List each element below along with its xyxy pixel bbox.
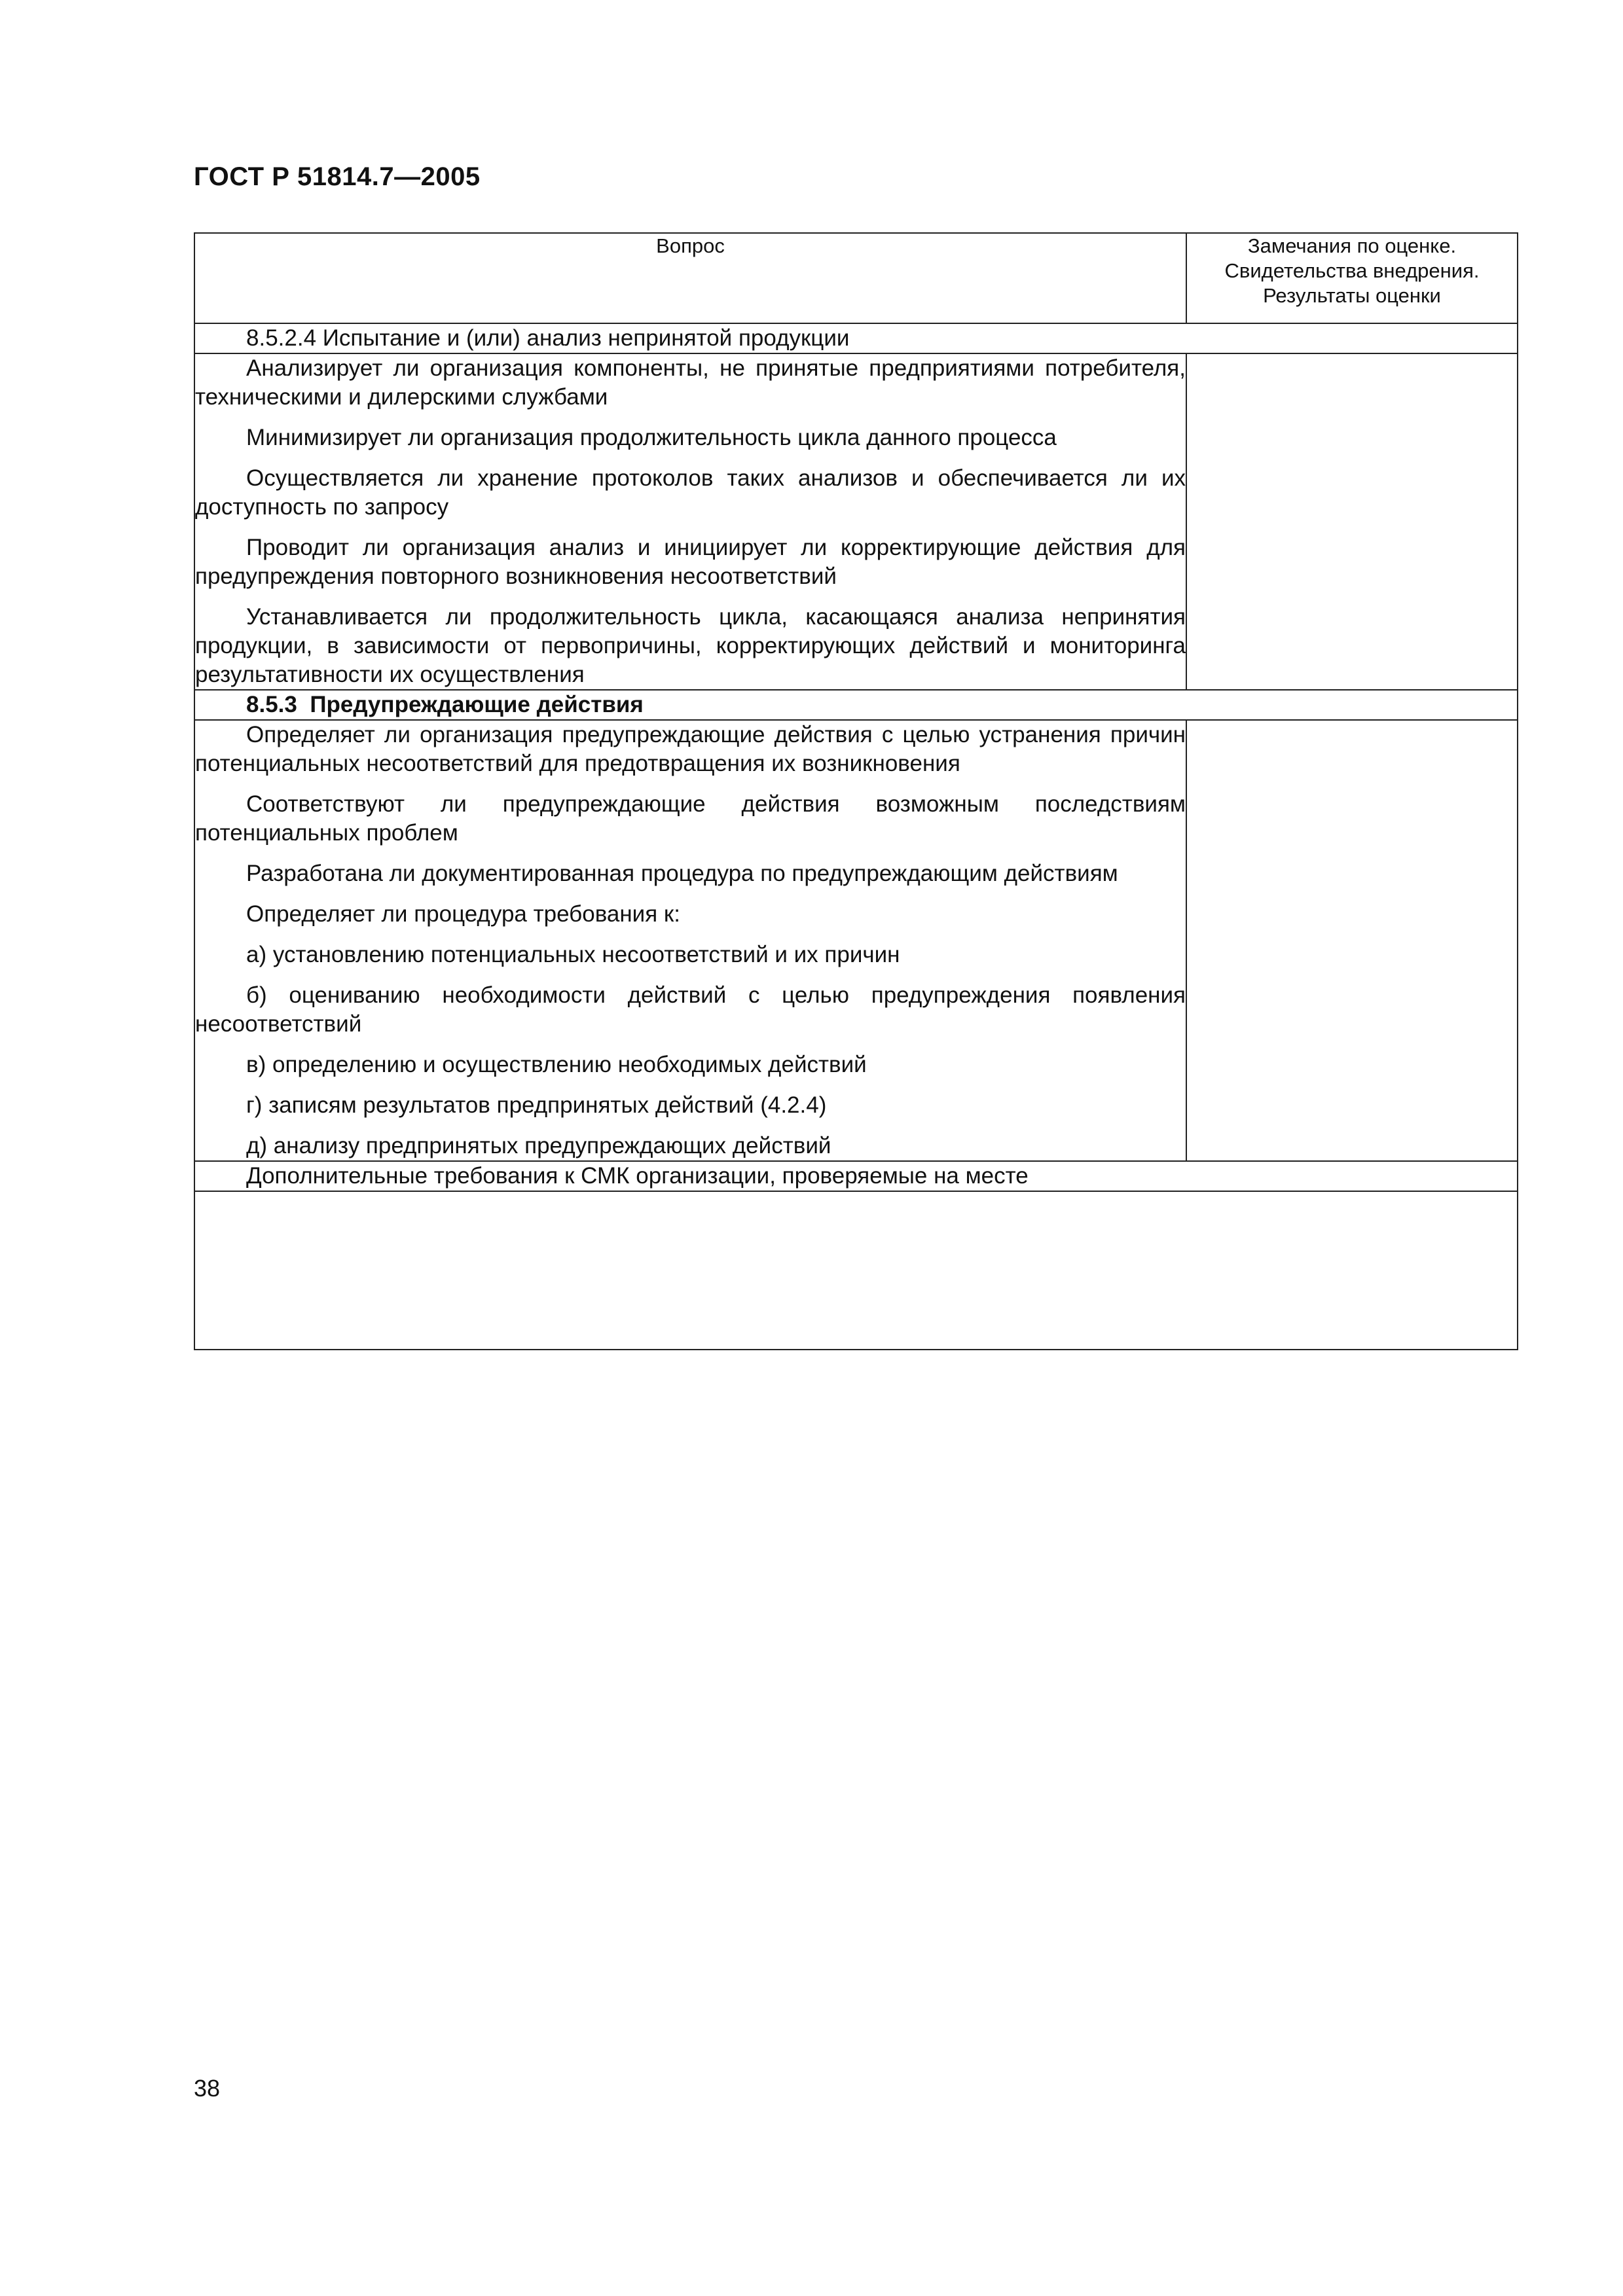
- section-row: [194, 690, 1518, 720]
- blank-cell: [194, 1191, 1518, 1350]
- additional-row: [194, 1161, 1518, 1191]
- list-item: а) установлению потенциальных несоответствий и их причин: [246, 942, 900, 967]
- assessment-table: [194, 232, 1518, 1350]
- question-item: Определяет ли организация предупреждающие действия с целью устранения причин потенциальных несоответствий для предотвращения их возникновения: [195, 722, 1186, 776]
- section-number: 8.5.3: [246, 692, 297, 717]
- question-item: Определяет ли процедура требования к:: [246, 901, 680, 927]
- remarks-header-line: Замечания по оценке.: [1247, 234, 1457, 257]
- question-item: Минимизирует ли организация продолжительность цикла данного процесса: [246, 425, 1057, 450]
- question-item: Анализирует ли организация компоненты, не принятые предприятиями потребителя, техническими и дилерскими службами: [195, 355, 1186, 410]
- section-body-row: [194, 720, 1518, 1161]
- document-header: ГОСТ Р 51814.7—2005: [194, 162, 481, 191]
- list-item: б) оцениванию необходимости действий с целью предупреждения появления несоответствий: [195, 982, 1186, 1037]
- question-item: Проводит ли организация анализ и инициирует ли корректирующие действия для предупреждения повторного возникновения несоответствий: [195, 535, 1186, 589]
- page-number: 38: [194, 2075, 221, 2102]
- questions-cell: [194, 720, 1186, 1161]
- column-header-question: Вопрос: [194, 233, 1186, 323]
- remarks-header-line: Результаты оценки: [1263, 284, 1441, 307]
- remarks-header-line: Свидетельства внедрения.: [1224, 259, 1480, 282]
- remarks-cell: [1186, 353, 1518, 690]
- section-row: [194, 323, 1518, 353]
- list-item: в) определению и осуществлению необходимых действий: [246, 1052, 867, 1077]
- question-item: Соответствуют ли предупреждающие действия возможным последствиям потенциальных проблем: [195, 791, 1186, 846]
- remarks-cell: [1186, 720, 1518, 1161]
- section-title: [194, 690, 1518, 720]
- table-header-row: [194, 233, 1518, 323]
- additional-requirements: Дополнительные требования к СМК организации, проверяемые на месте: [194, 1161, 1518, 1191]
- list-item: г) записям результатов предпринятых действий (4.2.4): [246, 1092, 827, 1118]
- section-title-text: Предупреждающие действия: [310, 692, 644, 717]
- section-body-row: [194, 353, 1518, 690]
- blank-row: [194, 1191, 1518, 1350]
- column-header-remarks: [1186, 233, 1518, 323]
- questions-cell: [194, 353, 1186, 690]
- list-item: д) анализу предпринятых предупреждающих действий: [246, 1133, 831, 1158]
- section-title: 8.5.2.4 Испытание и (или) анализ непринятой продукции: [194, 323, 1518, 353]
- question-item: Разработана ли документированная процедура по предупреждающим действиям: [246, 861, 1118, 886]
- question-item: Осуществляется ли хранение протоколов таких анализов и обеспечивается ли их доступность по запросу: [195, 465, 1186, 520]
- question-item: Устанавливается ли продолжительность цикла, касающаяся анализа непринятия продукции, в зависимости от первопричины, корректирующих действий и мониторинга результативности их осуществления: [195, 604, 1186, 687]
